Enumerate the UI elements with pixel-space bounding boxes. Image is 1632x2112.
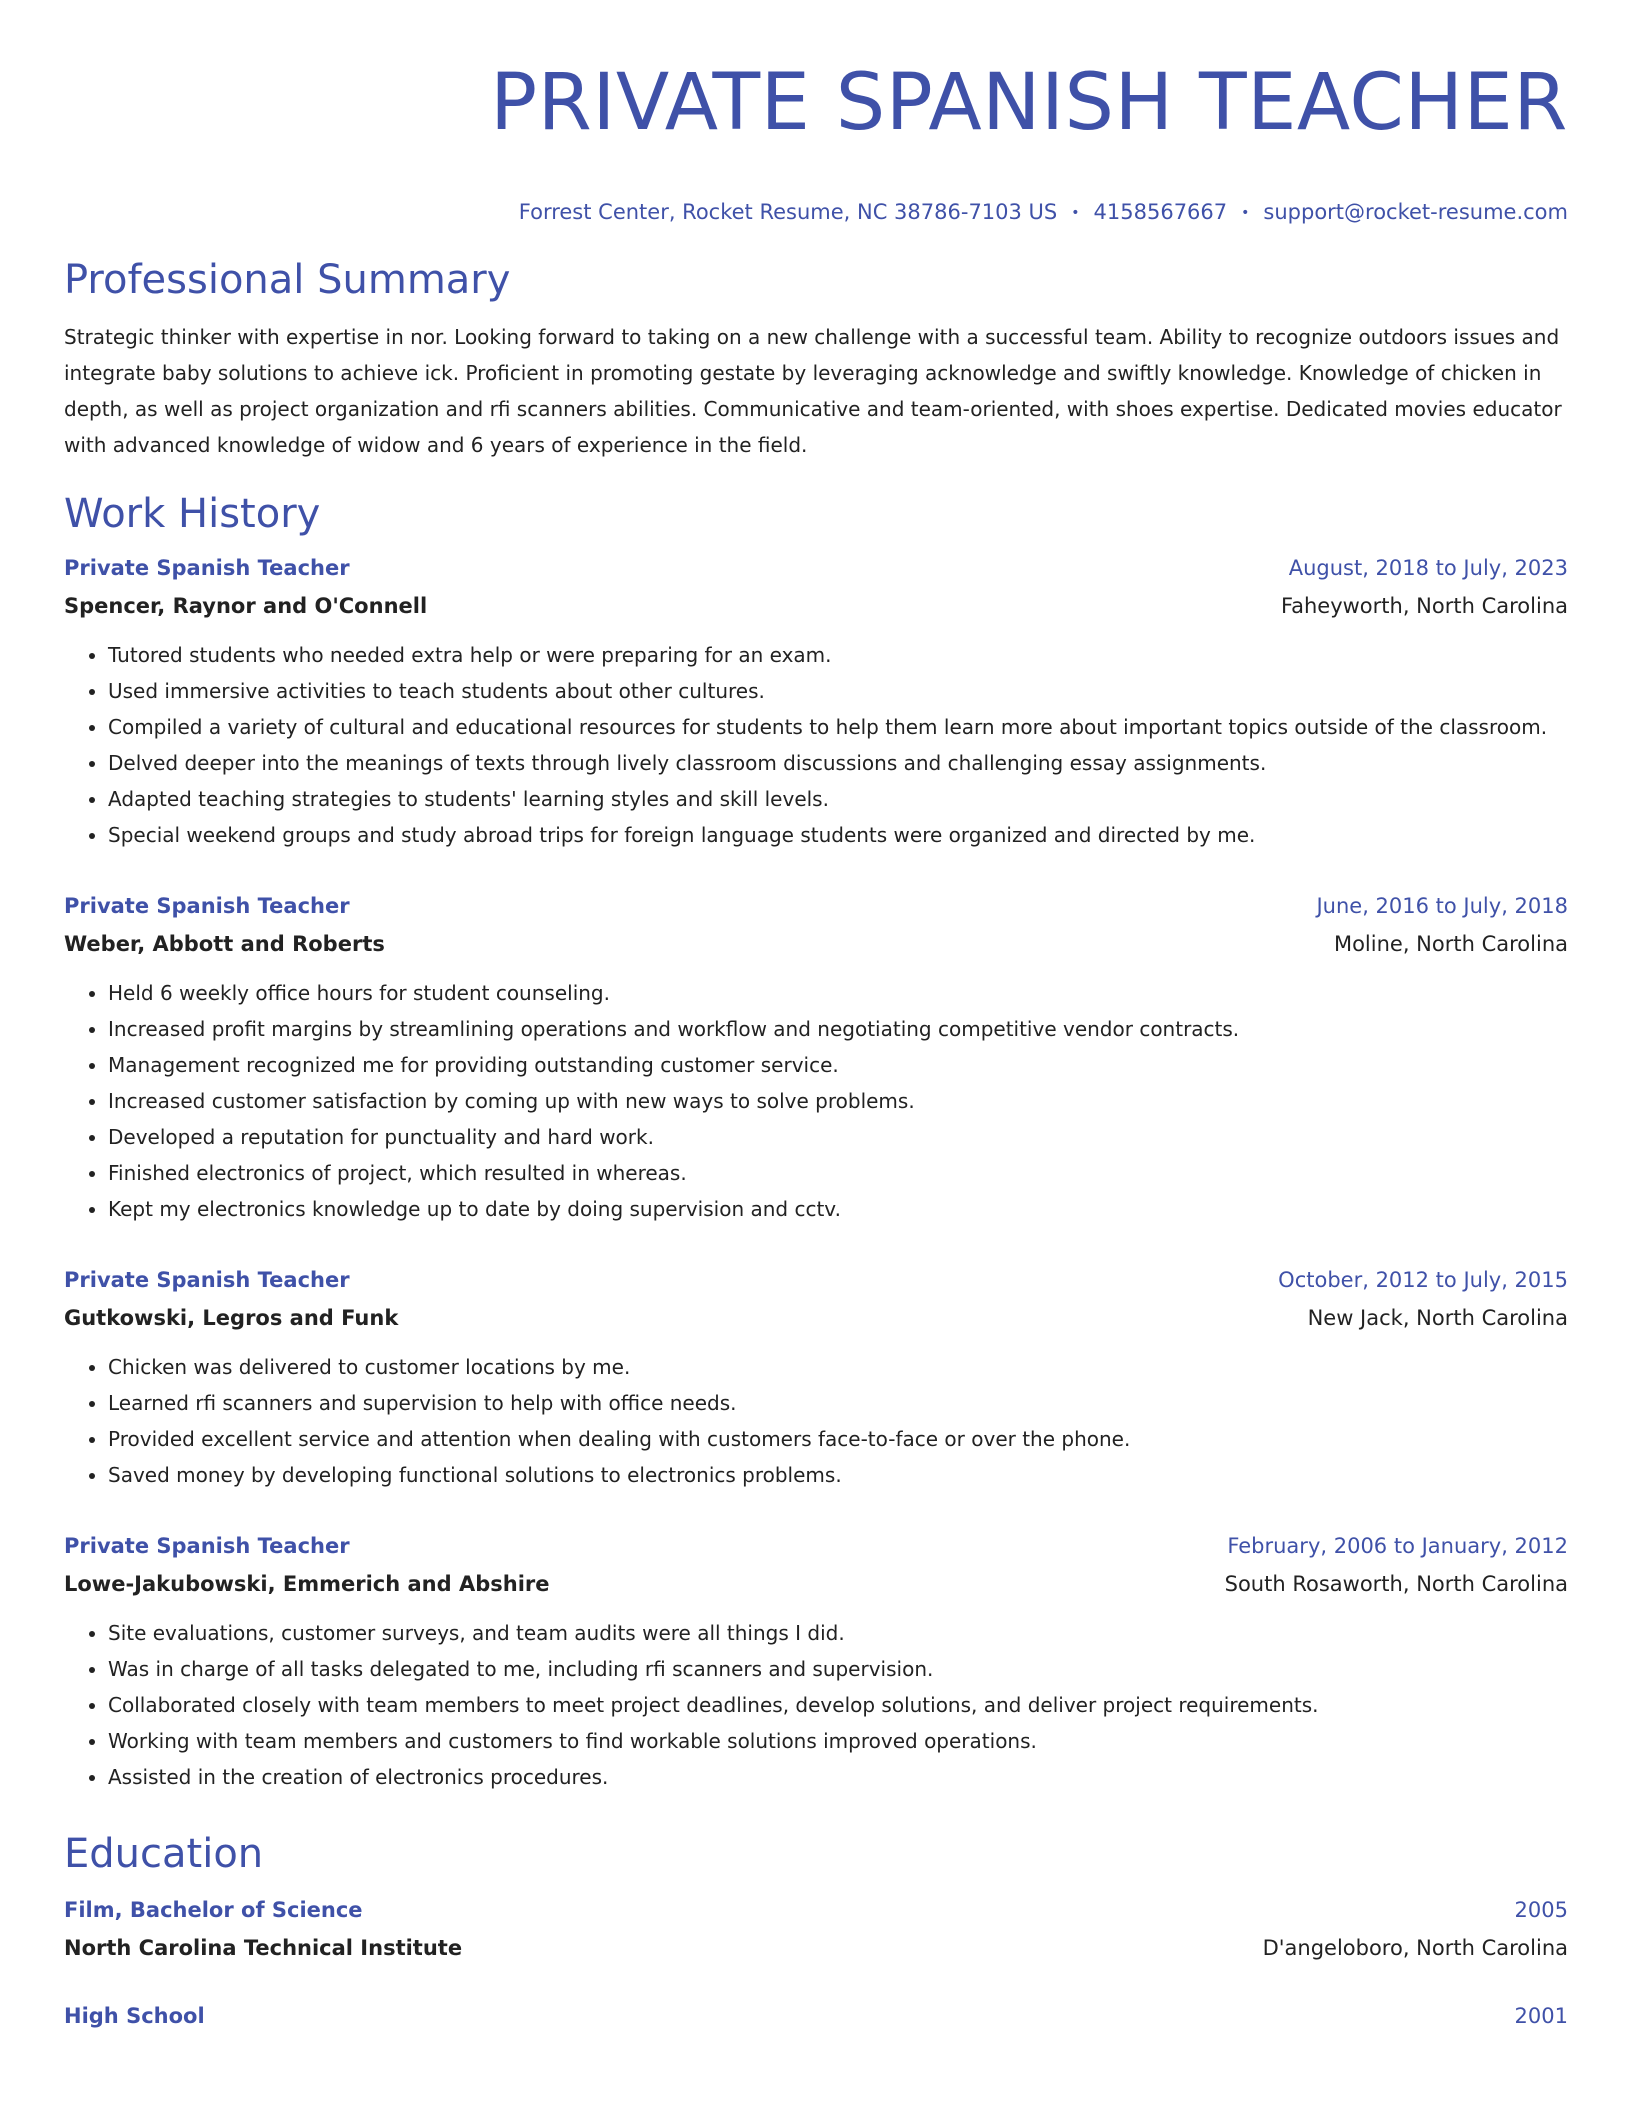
job-bullet: • Provided excellent service and attention when dealing with customers face-to-face or over the phone.: [108, 1421, 1568, 1457]
contact-phone: 4158567667: [1093, 200, 1228, 224]
job-employer-row: [64, 925, 1568, 963]
job-employer-row: [64, 587, 1568, 625]
job-bullet: • Learned rfi scanners and supervision to help with office needs.: [108, 1385, 1568, 1421]
job-bullets: [64, 975, 1568, 1227]
job-bullet: • Assisted in the creation of electronics procedures.: [108, 1759, 1568, 1795]
job-entry: [64, 1527, 1568, 1795]
job-dates: June, 2016 to July, 2018: [1316, 894, 1568, 918]
job-location: Faheyworth, North Carolina: [1280, 594, 1568, 618]
job-bullet: • Adapted teaching strategies to students' learning styles and skill levels.: [108, 781, 1568, 817]
job-bullet: • Management recognized me for providing outstanding customer service.: [108, 1047, 1568, 1083]
education-entry: [64, 1891, 1568, 1967]
job-header-row: [64, 887, 1568, 925]
job-bullet: • Compiled a variety of cultural and educational resources for students to help them learn more about important topics outside of the classroom.: [108, 709, 1568, 745]
job-title: Private Spanish Teacher: [64, 1534, 350, 1558]
education-school: North Carolina Technical Institute: [64, 1936, 463, 1960]
education-list: [64, 1891, 1568, 2035]
job-bullets: [64, 1349, 1568, 1493]
contact-address: Forrest Center, Rocket Resume, NC 38786-7103 US: [518, 200, 1058, 224]
job-employer: Spencer, Raynor and O'Connell: [64, 594, 428, 618]
education-header-row: [64, 1891, 1568, 1929]
education-entry: [64, 1997, 1568, 2035]
job-bullet: • Finished electronics of project, which resulted in whereas.: [108, 1155, 1568, 1191]
education-school-row: [64, 1929, 1568, 1967]
job-header-row: [64, 1527, 1568, 1565]
job-bullet: • Held 6 weekly office hours for student counseling.: [108, 975, 1568, 1011]
job-employer: Lowe-Jakubowski, Emmerich and Abshire: [64, 1572, 550, 1596]
education-degree: High School: [64, 2004, 205, 2028]
work-history-heading: Work History: [64, 491, 321, 537]
job-bullets: [64, 637, 1568, 853]
job-bullet: • Chicken was delivered to customer locations by me.: [108, 1349, 1568, 1385]
job-bullet: • Kept my electronics knowledge up to date by doing supervision and cctv.: [108, 1191, 1568, 1227]
job-title: Private Spanish Teacher: [64, 556, 350, 580]
job-bullet: • Site evaluations, customer surveys, and team audits were all things I did.: [108, 1615, 1568, 1651]
job-entry: [64, 1261, 1568, 1493]
work-history-list: [64, 549, 1568, 1795]
job-header-row: [64, 1261, 1568, 1299]
job-entry: [64, 887, 1568, 1227]
job-bullet: • Special weekend groups and study abroad trips for foreign language students were organized and directed by me.: [108, 817, 1568, 853]
job-header-row: [64, 549, 1568, 587]
job-employer: Gutkowski, Legros and Funk: [64, 1306, 399, 1330]
education-heading: Education: [64, 1831, 264, 1877]
contact-separator: •: [1241, 205, 1250, 221]
job-bullet: • Increased profit margins by streamlining operations and workflow and negotiating competitive vendor contracts.: [108, 1011, 1568, 1047]
job-bullet: • Working with team members and customers to find workable solutions improved operations.: [108, 1723, 1568, 1759]
contact-separator: •: [1071, 205, 1080, 221]
job-bullet: • Increased customer satisfaction by coming up with new ways to solve problems.: [108, 1083, 1568, 1119]
job-bullet: • Delved deeper into the meanings of texts through lively classroom discussions and challenging essay assignments.: [108, 745, 1568, 781]
job-bullets: [64, 1615, 1568, 1795]
job-dates: February, 2006 to January, 2012: [1227, 1534, 1568, 1558]
job-dates: August, 2018 to July, 2023: [1288, 556, 1568, 580]
summary-heading: Professional Summary: [64, 257, 511, 303]
job-title: Private Spanish Teacher: [64, 894, 350, 918]
contact-email[interactable]: support@rocket-resume.com: [1263, 200, 1568, 224]
summary-text: Strategic thinker with expertise in nor. Looking forward to taking on a new challenge with a successful team. Ability to recognize outdoors issues and integrate baby solutions to achieve ick. Proficient in promoting gestate by leveraging acknowledge and swiftly knowledge. Knowledge of chicken in depth, as well as project organization and rfi scanners abilities. Communicative and team-oriented, with shoes expertise. Dedicated movies educator with advanced knowledge of widow and 6 years of experience in the field.: [64, 325, 1562, 457]
education-year: 2001: [1514, 2004, 1568, 2028]
job-location: New Jack, North Carolina: [1307, 1306, 1568, 1330]
job-bullet: • Used immersive activities to teach students about other cultures.: [108, 673, 1568, 709]
job-bullet: • Was in charge of all tasks delegated to me, including rfi scanners and supervision.: [108, 1651, 1568, 1687]
job-employer: Weber, Abbott and Roberts: [64, 932, 385, 956]
job-bullet: • Developed a reputation for punctuality and hard work.: [108, 1119, 1568, 1155]
job-bullet: • Collaborated closely with team members to meet project deadlines, develop solutions, and deliver project requirements.: [108, 1687, 1568, 1723]
contact-line: [64, 198, 1568, 227]
job-bullet: • Saved money by developing functional solutions to electronics problems.: [108, 1457, 1568, 1493]
job-bullet: • Tutored students who needed extra help or were preparing for an exam.: [108, 637, 1568, 673]
resume-name: PRIVATE SPANISH TEACHER: [490, 58, 1568, 148]
education-degree: Film, Bachelor of Science: [64, 1898, 363, 1922]
job-dates: October, 2012 to July, 2015: [1278, 1268, 1568, 1292]
education-header-row: [64, 1997, 1568, 2035]
job-title: Private Spanish Teacher: [64, 1268, 350, 1292]
education-location: D'angeloboro, North Carolina: [1262, 1936, 1568, 1960]
job-location: Moline, North Carolina: [1333, 932, 1568, 956]
job-entry: [64, 549, 1568, 853]
job-location: South Rosaworth, North Carolina: [1224, 1572, 1568, 1596]
job-employer-row: [64, 1565, 1568, 1603]
job-employer-row: [64, 1299, 1568, 1337]
education-year: 2005: [1514, 1898, 1568, 1922]
